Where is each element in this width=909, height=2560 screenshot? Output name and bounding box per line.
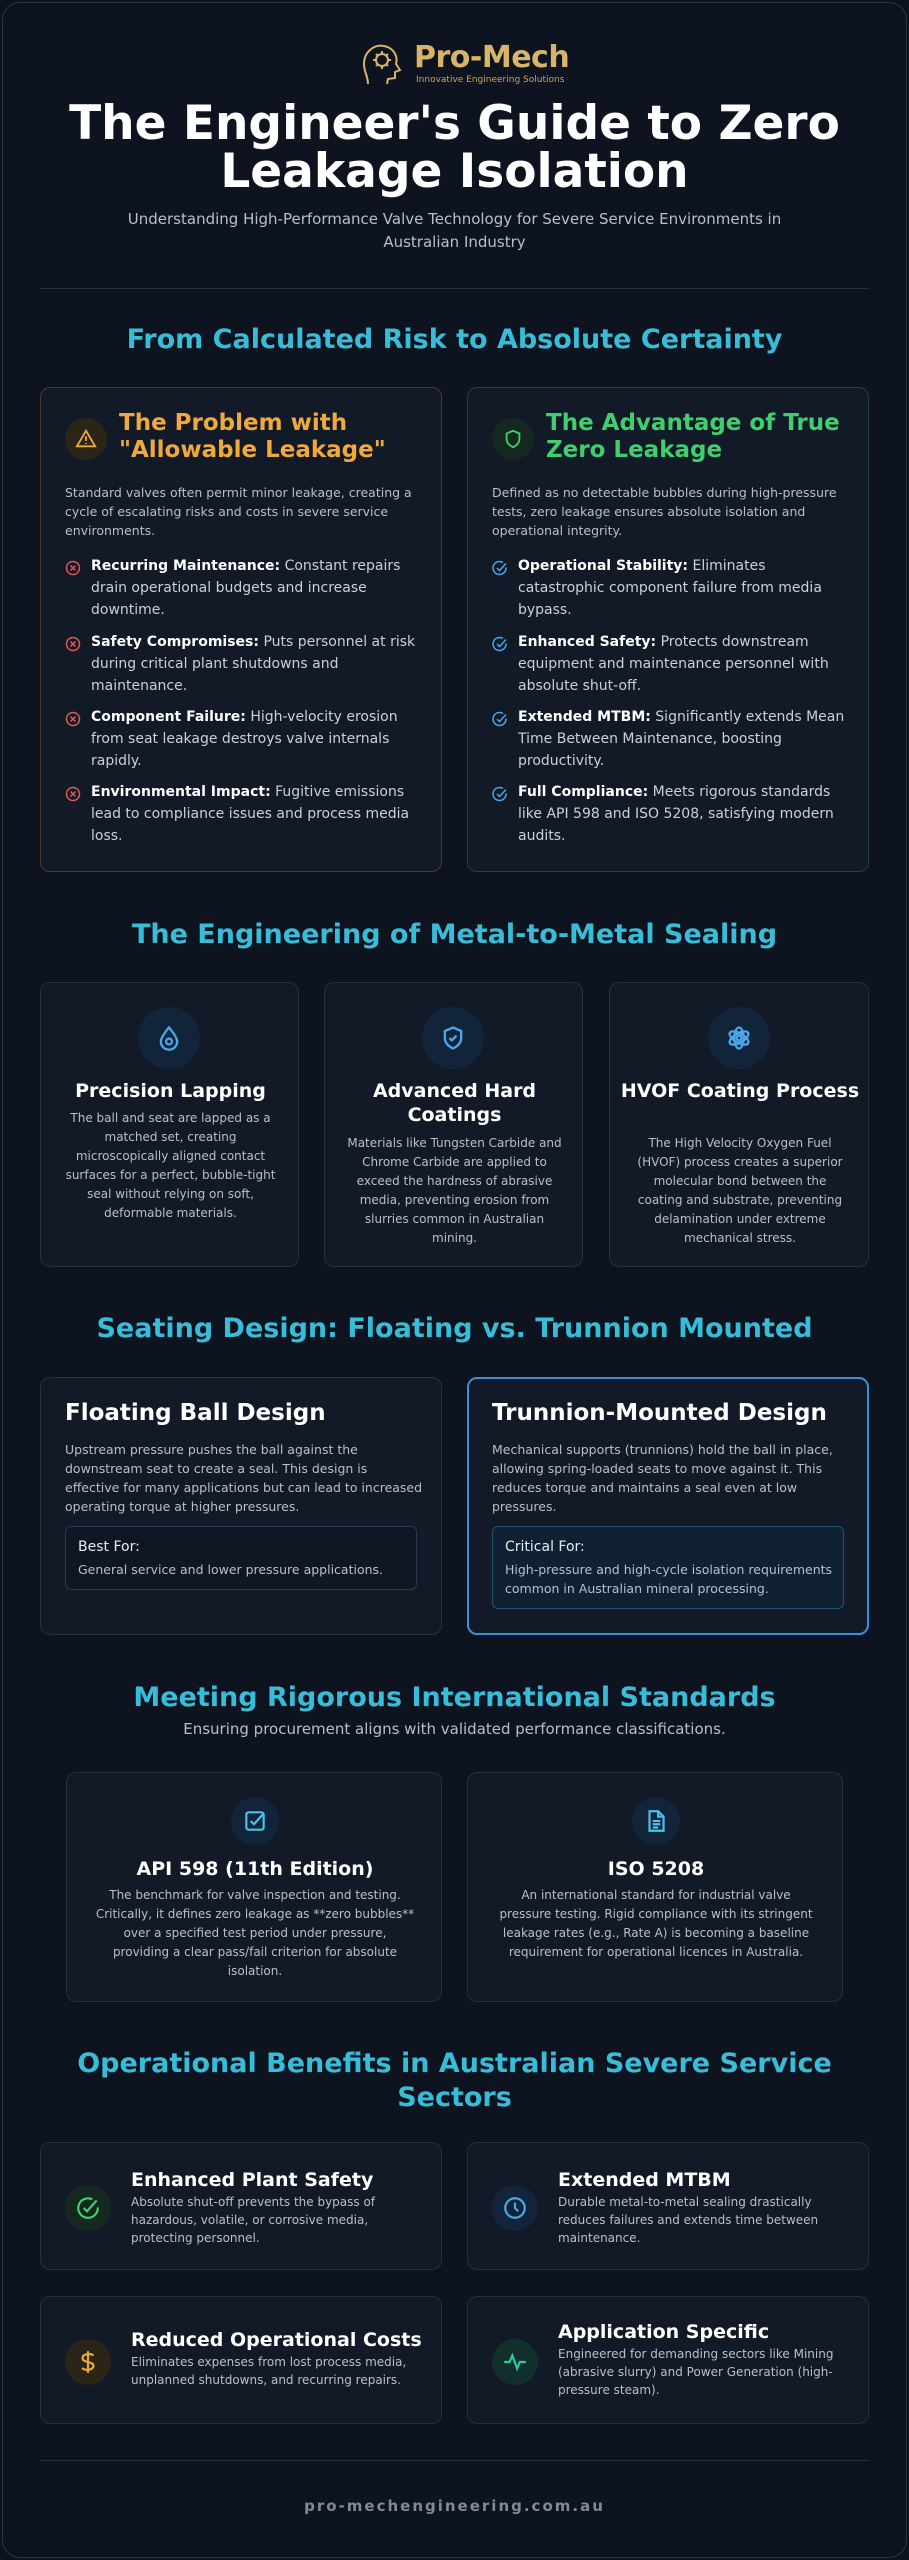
x-circle-icon: [65, 636, 81, 652]
benefit-text: Durable metal-to-metal sealing drastically reduces failures and extends time between maintenance.: [558, 2195, 819, 2245]
shield-icon: [492, 418, 534, 460]
problem-card: [40, 387, 442, 872]
standard-card: [66, 1772, 442, 2002]
sealing-card: [324, 982, 583, 1267]
floating-card: [40, 1377, 442, 1635]
trunnion-title: Trunnion-Mounted Design: [492, 1400, 827, 1426]
critical-for-label: Critical For:: [505, 1539, 585, 1555]
benefit-text: Absolute shut-off prevents the bypass of hazardous, volatile, or corrosive media, protecting personnel.: [131, 2195, 376, 2245]
advantage-heading: The Advantage of True Zero Leakage: [546, 410, 840, 463]
benefit-card: [467, 2142, 869, 2270]
problem-heading: The Problem with "Allowable Leakage": [119, 410, 386, 463]
sealing-card-text: The High Velocity Oxygen Fuel (HVOF) process creates a superior molecular bond between the coating and substrate, preventing delamination under extreme mechanical stress.: [637, 1136, 843, 1245]
x-circle-icon: [65, 711, 81, 727]
trunnion-card: [467, 1377, 869, 1635]
section-title-risk: From Calculated Risk to Absolute Certainty: [126, 324, 783, 355]
benefit-card: [40, 2142, 442, 2270]
floating-best-for: [65, 1526, 417, 1590]
benefit-text: Eliminates expenses from lost process media, unplanned shutdowns, and recurring repairs.: [131, 2355, 407, 2387]
standard-card-title: API 598 (11th Edition): [136, 1858, 374, 1880]
problem-intro: Standard valves often permit minor leakage, creating a cycle of escalating risks and costs in severe service environments.: [65, 485, 412, 538]
trunnion-critical-for: [492, 1526, 844, 1609]
clock-icon: [492, 2185, 538, 2231]
check-circle-icon: [65, 2185, 111, 2231]
benefit-text: Engineered for demanding sectors like Mining (abrasive slurry) and Power Generation (high-pressure steam).: [558, 2347, 834, 2397]
dollar-icon: [65, 2339, 111, 2385]
brand-tagline: Innovative Engineering Solutions: [416, 75, 565, 85]
advantage-item: Extended MTBM: Significantly extends Mean Time Between Maintenance, boosting productivity.: [518, 709, 845, 769]
engineer-head-icon: [354, 38, 406, 90]
sealing-card-text: Materials like Tungsten Carbide and Chrome Carbide are applied to exceed the hardness of abrasive media, preventing erosion from slurries common in Australian mining.: [347, 1136, 562, 1245]
check-circle-icon: [492, 560, 508, 576]
page-subtitle: Understanding High-Performance Valve Technology for Severe Service Environments in Australian Industry: [127, 210, 782, 251]
problem-item: Recurring Maintenance: Constant repairs drain operational budgets and increase downtime.: [91, 558, 401, 618]
document-icon: [632, 1797, 680, 1845]
standard-card-text: An international standard for industrial valve pressure testing. Rigid compliance with its stringent leakage rates (e.g., Rate A) is becoming a baseline requirement for operational licences in Australia.: [499, 1888, 813, 1959]
x-circle-icon: [65, 786, 81, 802]
benefit-title: Enhanced Plant Safety: [131, 2169, 374, 2191]
trunnion-text: Mechanical supports (trunnions) hold the ball in place, allowing spring-loaded seats to move against it. This reduces torque and maintains a seal even at low pressures.: [492, 1442, 833, 1514]
section-title-standards: Meeting Rigorous International Standards: [133, 1682, 776, 1713]
floating-title: Floating Ball Design: [65, 1400, 326, 1426]
critical-for-text: High-pressure and high-cycle isolation requirements common in Australian mineral processing.: [505, 1562, 833, 1596]
benefit-title: Reduced Operational Costs: [131, 2329, 422, 2351]
advantage-item: Enhanced Safety: Protects downstream equipment and maintenance personnel with absolute shut-off.: [518, 634, 829, 694]
brand-logo: [354, 38, 570, 90]
problem-item: Safety Compromises: Puts personnel at risk during critical plant shutdowns and maintenance.: [91, 634, 416, 694]
sealing-card-text: The ball and seat are lapped as a matched set, creating microscopically aligned contact surfaces for a perfect, bubble-tight seal without relying on soft, deformable materials.: [65, 1111, 276, 1220]
x-circle-icon: [65, 560, 81, 576]
section-title-benefits: Operational Benefits in Australian Severe Service Sectors: [77, 2048, 832, 2113]
advantage-item: Full Compliance: Meets rigorous standards like API 598 and ISO 5208, satisfying modern audits.: [518, 784, 834, 844]
problem-item: Environmental Impact: Fugitive emissions lead to compliance issues and process media loss.: [91, 784, 410, 844]
pulse-icon: [492, 2339, 538, 2385]
warning-triangle-icon: [65, 418, 107, 460]
advantage-card: [467, 387, 869, 872]
sealing-card: [609, 982, 869, 1267]
divider: [40, 2460, 869, 2461]
sealing-card-title: HVOF Coating Process: [620, 1080, 860, 1102]
sealing-card-title: Precision Lapping: [75, 1080, 266, 1102]
page-title: The Engineer's Guide to Zero Leakage Isolation: [69, 96, 840, 199]
problem-item: Component Failure: High-velocity erosion from seat leakage destroys valve internals rapidly.: [91, 709, 398, 769]
benefit-card: [40, 2296, 442, 2424]
benefit-card: [467, 2296, 869, 2424]
footer-url[interactable]: pro-mechengineering.com.au: [304, 2497, 605, 2515]
benefit-title: Application Specific: [558, 2321, 770, 2343]
best-for-label: Best For:: [78, 1539, 140, 1555]
standard-card-text: The benchmark for valve inspection and testing. Critically, it defines zero leakage as **zero bubbles** over a specified test period under pressure, providing a clear pass/fail criterion for absolute isolation.: [95, 1888, 415, 1978]
check-circle-icon: [492, 786, 508, 802]
shield-check-icon: [422, 1007, 484, 1069]
droplet-icon: [138, 1007, 200, 1069]
brand-name: Pro-Mech: [414, 40, 570, 75]
checkbox-icon: [231, 1797, 279, 1845]
divider: [40, 288, 869, 289]
standards-subtitle: Ensuring procurement aligns with validated performance classifications.: [183, 1720, 726, 1738]
advantage-item: Operational Stability: Eliminates catastrophic component failure from media bypass.: [518, 558, 822, 618]
check-circle-icon: [492, 711, 508, 727]
standard-card-title: ISO 5208: [607, 1858, 705, 1880]
atom-icon: [708, 1007, 770, 1069]
benefit-title: Extended MTBM: [558, 2169, 731, 2191]
sealing-card: [40, 982, 299, 1267]
advantage-intro: Defined as no detectable bubbles during high-pressure tests, zero leakage ensures absolute isolation and operational integrity.: [492, 485, 837, 538]
check-circle-icon: [492, 636, 508, 652]
floating-text: Upstream pressure pushes the ball against the downstream seat to create a seal. This design is effective for many applications but can lead to increased operating torque at higher pressures.: [65, 1442, 423, 1514]
section-title-sealing: The Engineering of Metal-to-Metal Sealing: [131, 919, 778, 950]
sealing-card-title: Advanced Hard Coatings: [372, 1080, 537, 1126]
standard-card: [467, 1772, 843, 2002]
section-title-seating: Seating Design: Floating vs. Trunnion Mounted: [96, 1313, 813, 1344]
best-for-text: General service and lower pressure applications.: [78, 1562, 384, 1577]
